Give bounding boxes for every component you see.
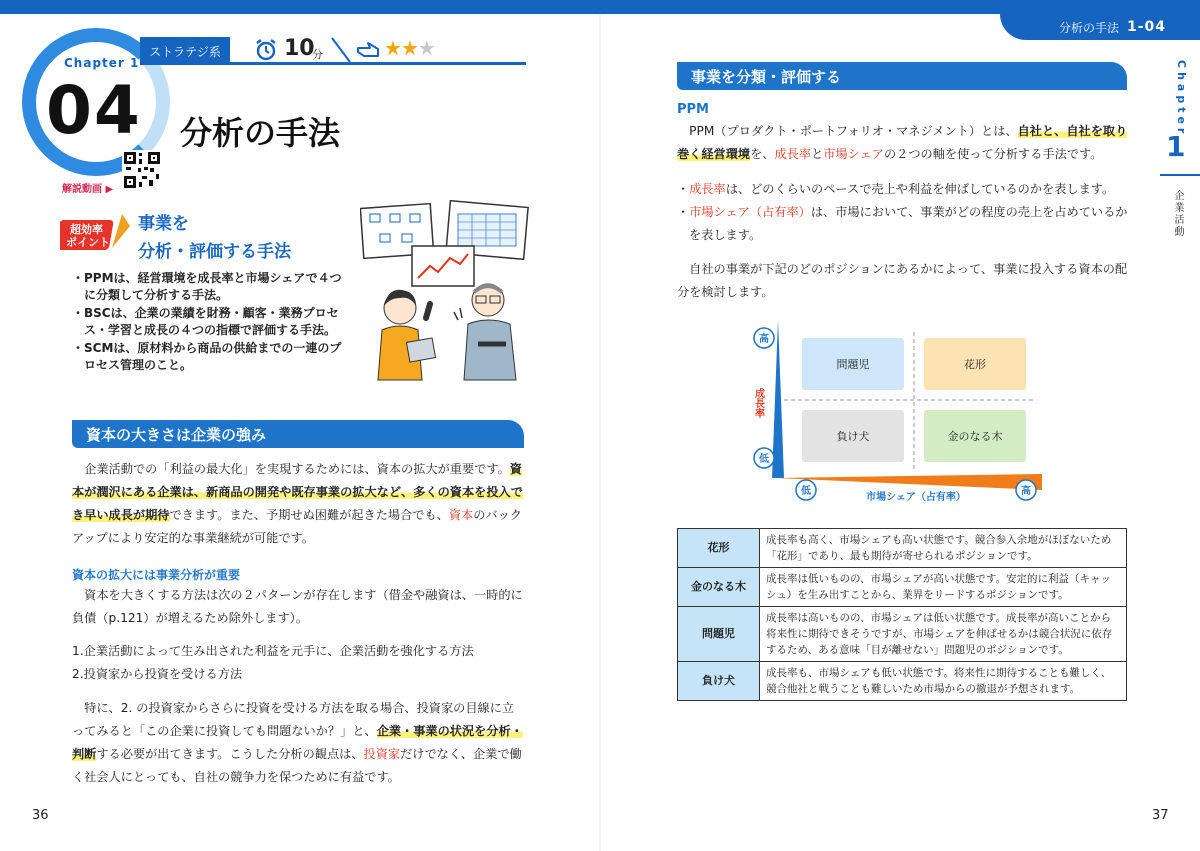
highlight-run: 資本が潤沢にある企業は、新商品の開発や既存事業の拡大など、多くの資本を投入で bbox=[72, 462, 523, 499]
pointing-hand-icon bbox=[356, 40, 382, 60]
y-low-label: 低 bbox=[759, 454, 769, 465]
chapter-number: 04 bbox=[46, 72, 142, 149]
text-run: だけでなく、企業で働く社会人にとっても、自社の競争力を保つために有益です。 bbox=[72, 747, 522, 784]
point-badge-line2: ポイント bbox=[66, 236, 110, 249]
qr-code-icon[interactable] bbox=[122, 150, 162, 190]
ppm-description-table bbox=[677, 528, 1127, 701]
side-tab-chapter: Chapter bbox=[1175, 60, 1188, 138]
side-tab-number: 1 bbox=[1166, 130, 1186, 163]
point-bullet: ・BSCは、企業の業績を財務・顧客・業務プロセス・学習と成長の４つの指標で評価する手法。 bbox=[72, 306, 339, 337]
page-number-left: 36 bbox=[32, 808, 49, 823]
point-bullet: ・PPMは、経営環境を成長率と市場シェアで４つに分類して分析する手法。 bbox=[72, 271, 342, 302]
bullet-growth-rate: ・成長率は、どのくらいのペースで売上や利益を伸ばしているのかを表します。 bbox=[677, 182, 1115, 196]
highlight-run: 自社と、自社を取り巻く経営環境 bbox=[677, 124, 1128, 161]
text-run: は、どのくらいのペースで売上や利益を伸ばしているのかを表します。 bbox=[725, 182, 1115, 196]
table-label: 金のなる木 bbox=[678, 568, 760, 607]
video-link-label[interactable]: 解説動画 ▶ bbox=[62, 184, 114, 195]
quadrant-dog-label: 負け犬 bbox=[836, 430, 870, 443]
keyword-run: 投資家 bbox=[363, 747, 401, 761]
running-header bbox=[1000, 14, 1200, 40]
text-run: のバックアップにより安定的な事業継続が可能です。 bbox=[72, 508, 522, 545]
table-row bbox=[678, 662, 1127, 701]
point-title bbox=[138, 210, 291, 266]
paragraph-allocation: 自社の事業が下記のどのポジションにあるかによって、事業に投入する資本の配分を検討します。 bbox=[677, 262, 1128, 299]
table-label: 問題児 bbox=[678, 607, 760, 662]
text-run: PPM（プロダクト・ポートフォリオ・マネジメント）とは、 bbox=[677, 124, 1018, 138]
section-heading-capital: 資本の大きさは企業の強み bbox=[72, 420, 524, 448]
paragraph-capital bbox=[72, 458, 526, 550]
alarm-clock-icon bbox=[254, 38, 278, 62]
y-high-label: 高 bbox=[759, 334, 769, 345]
highlight-run: き早い成長が期待 bbox=[72, 508, 170, 522]
keyword-run: 市場シェア（占有率） bbox=[689, 205, 811, 219]
point-bullets bbox=[72, 270, 342, 375]
top-bar bbox=[0, 0, 1200, 14]
slash-divider bbox=[330, 36, 352, 64]
point-badge-icon bbox=[60, 208, 132, 256]
page-number-right: 37 bbox=[1152, 808, 1169, 823]
table-row bbox=[678, 568, 1127, 607]
text-run: は、市場において、事業がどの程度の売上を占めているかを表します。 bbox=[689, 205, 1128, 242]
point-title-line1: 事業を bbox=[138, 214, 189, 234]
side-tab-divider bbox=[1160, 174, 1200, 176]
quadrant-star-label: 花形 bbox=[964, 358, 986, 371]
side-tab-category: 企業活動 bbox=[1172, 190, 1183, 238]
quadrant-cash-label: 金のなる木 bbox=[947, 430, 1003, 443]
text-run: の２つの軸を使って分析する手法です。 bbox=[883, 147, 1103, 161]
difficulty-stars bbox=[384, 36, 435, 60]
page-title: 分析の手法 bbox=[180, 114, 341, 152]
keyword-run: 成長率 bbox=[774, 147, 812, 161]
x-high-label: 高 bbox=[1021, 486, 1031, 497]
text-run: を、 bbox=[750, 147, 775, 161]
star-empty-icon: ★ bbox=[417, 36, 435, 60]
x-axis-label: 市場シェア（占有率） bbox=[866, 492, 966, 503]
text-run: できます。また、予期せぬ困難が起きた場合でも、 bbox=[169, 508, 449, 522]
analysts-illustration bbox=[360, 200, 530, 390]
text-run: 企業活動での「利益の最大化」を実現するためには、資本の拡大が重要です。 bbox=[72, 462, 510, 476]
keyword-run: 資本 bbox=[448, 508, 474, 522]
quadrant-problem-label: 問題児 bbox=[836, 358, 870, 371]
study-time-value: 10 bbox=[284, 36, 315, 61]
table-cell: 成長率は高いものの、市場シェアは低い状態です。成長率が高いことから将来性に期待できそうですが、市場シェアを伸ばせるかは競合状況に依存するため、ある意味「目が離せない」問題児のポジションです。 bbox=[760, 607, 1127, 662]
star-filled-icon: ★ bbox=[400, 36, 418, 60]
keyword-run: 成長率 bbox=[689, 182, 726, 196]
study-time-unit: 分 bbox=[312, 48, 323, 61]
chapter-label: Chapter 1 bbox=[64, 56, 140, 70]
subheading-ppm: PPM bbox=[677, 102, 709, 117]
subheading-business-analysis: 資本の拡大には事業分析が重要 bbox=[72, 568, 241, 582]
table-cell: 成長率も高く、市場シェアも高い状態です。競合参入余地がほぼないため「花形」であり、最も期待が寄せられるポジションです。 bbox=[760, 529, 1127, 568]
x-low-label: 低 bbox=[801, 486, 811, 497]
page-gutter bbox=[599, 14, 601, 851]
point-bullet: ・SCMは、原材料から商品の供給までの一連のプロセス管理のこと。 bbox=[72, 341, 342, 372]
running-header-number: 1-04 bbox=[1126, 19, 1166, 35]
text-run: する必要が出てきます。こうした分析の観点は、 bbox=[96, 747, 364, 761]
section-heading-classify: 事業を分類・評価する bbox=[677, 62, 1127, 90]
bullet-market-share: ・市場シェア（占有率）は、市場において、事業がどの程度の売上を占めているかを表します。 bbox=[677, 205, 1128, 242]
keyword-run: 市場シェア bbox=[823, 147, 884, 161]
text-run: 特に、2. の投資家からさらに投資を受ける方法を取る場合、投資家の目線に立ってみると「この企業に投資しても問題ないか？」と、 bbox=[72, 701, 515, 738]
table-label: 花形 bbox=[678, 529, 760, 568]
table-row bbox=[678, 529, 1127, 568]
paragraph-ppm bbox=[677, 120, 1129, 166]
table-cell: 成長率は低いものの、市場シェアが高い状態です。安定的に利益（キャッシュ）を生み出すことから、業界をリードするポジションです。 bbox=[760, 568, 1127, 607]
highlight-run: 企業・事業の状況を分析・判断 bbox=[72, 724, 523, 761]
point-title-line2: 分析・評価する手法 bbox=[138, 242, 291, 262]
ppm-matrix bbox=[744, 318, 1064, 508]
category-tag: ストラテジ系 bbox=[140, 37, 230, 65]
running-header-title: 分析の手法 bbox=[1058, 20, 1119, 35]
paragraph-two-patterns: 資本を大きくする方法は次の２パターンが存在します（借金や融資は、一時的に負債（p.121）が増えるため除外します）。 bbox=[72, 588, 523, 625]
point-badge-line1: 超効率 bbox=[70, 223, 103, 236]
list-item-2: 2.投資家から投資を受ける方法 bbox=[72, 667, 243, 681]
table-label: 負け犬 bbox=[678, 662, 760, 701]
star-filled-icon: ★ bbox=[384, 36, 401, 60]
table-row bbox=[678, 607, 1127, 662]
text-run: と bbox=[811, 147, 824, 161]
paragraph-investor bbox=[72, 697, 526, 789]
table-cell: 成長率も、市場シェアも低い状態です。将来性に期待することも難しく、競合他社と戦うことも難しいため市場からの撤退が予想されます。 bbox=[760, 662, 1127, 701]
list-item-1: 1.企業活動によって生み出された利益を元手に、企業活動を強化する方法 bbox=[72, 644, 474, 658]
y-axis-label: 成長率 bbox=[752, 388, 764, 418]
